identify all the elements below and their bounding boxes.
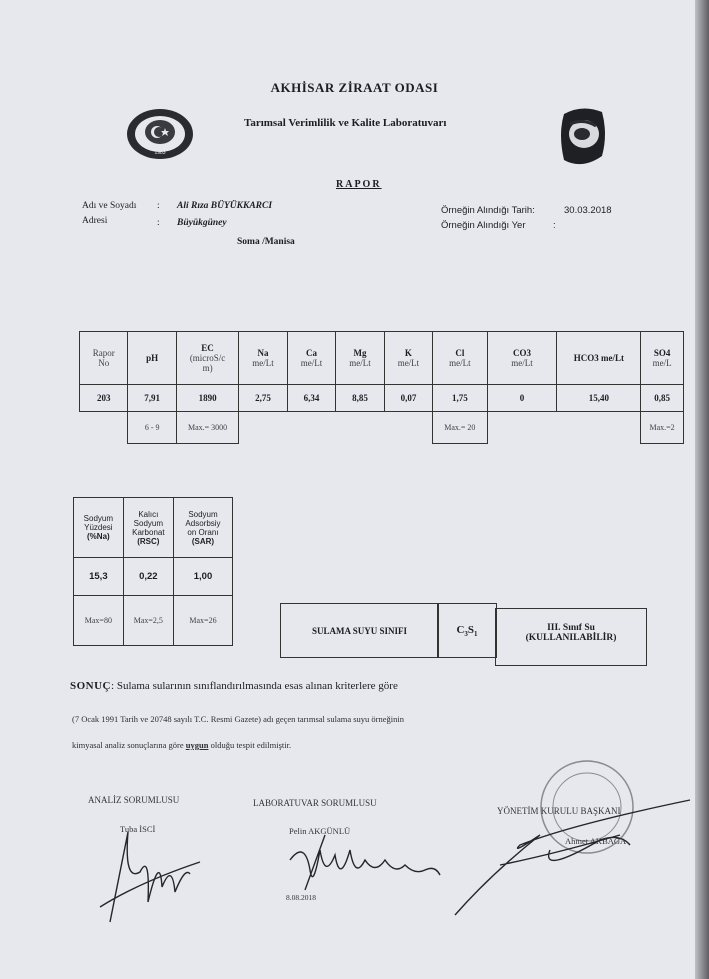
- value-report-no: 203: [80, 385, 128, 412]
- board-chair-signature: [450, 795, 695, 920]
- header-k: K me/Lt: [384, 332, 432, 385]
- irrigation-class-result: III. Sınıf Su (KULLANILABİLİR): [525, 623, 617, 643]
- sample-place-separator: :: [553, 220, 556, 231]
- header-sar: Sodyum Adsorbsiy on Oranı (SAR): [173, 498, 232, 558]
- irrigation-class-label-box: [280, 603, 439, 658]
- header-rsc: Kalıcı Sodyum Karbonat (RSC): [123, 498, 173, 558]
- sodium-indices-table: [73, 497, 233, 646]
- sample-place-label: Örneğin Alındığı Yer: [441, 220, 526, 231]
- value-sar: 1,00: [173, 558, 232, 596]
- value-na: 2,75: [239, 385, 287, 412]
- laboratory-subtitle: Tarımsal Verimlilik ve Kalite Laboratuvarı: [244, 117, 447, 129]
- analysis-signature: [90, 812, 210, 932]
- value-ec: 1890: [176, 385, 238, 412]
- conclusion-line-2: (7 Ocak 1991 Tarih ve 20748 sayılı T.C. Resmi Gazete) adı geçen tarımsal sulama suyu örneğinin: [72, 714, 405, 724]
- report-title: RAPOR: [336, 179, 382, 190]
- results-header-row: [80, 332, 684, 385]
- value-cl: 1,75: [433, 385, 487, 412]
- svg-text:1983: 1983: [154, 150, 166, 156]
- address-separator: :: [157, 218, 160, 228]
- header-ec: EC (microS/c m): [176, 332, 238, 385]
- header-co3: CO3 me/Lt: [487, 332, 557, 385]
- header-ph: pH: [128, 332, 176, 385]
- value-so4: 0,85: [641, 385, 684, 412]
- limit-ph: 6 - 9: [128, 412, 176, 444]
- value-mg: 8,85: [336, 385, 384, 412]
- analysis-results-table: [79, 331, 684, 444]
- sodium-value-row: [74, 558, 233, 596]
- header-so4: SO4 me/L: [641, 332, 684, 385]
- chamber-seal-logo: [125, 107, 195, 161]
- name-separator: :: [157, 201, 160, 211]
- limit-cl: Max.= 20: [433, 412, 487, 444]
- laboratory-logo: [556, 104, 610, 170]
- client-address: Büyükgüney: [177, 218, 227, 228]
- sodium-header-row: [74, 498, 233, 558]
- header-mg: Mg me/Lt: [336, 332, 384, 385]
- name-label: Adı ve Soyadı: [82, 201, 137, 211]
- results-value-row: [80, 385, 684, 412]
- header-na: Na me/Lt: [239, 332, 287, 385]
- irrigation-class-label: SULAMA SUYU SINIFI: [311, 626, 408, 636]
- irrigation-class-code: $C_3S_1$: [456, 624, 478, 639]
- client-name: Ali Rıza BÜYÜKKARCI: [177, 201, 273, 211]
- value-ph: 7,91: [128, 385, 176, 412]
- irrigation-class-code-box: [437, 603, 497, 658]
- lab-signature-date: 8.08.2018: [286, 893, 316, 902]
- conclusion-label: SONUÇ: [70, 680, 112, 692]
- header-report-no: Rapor No: [80, 332, 128, 385]
- sodium-limit-row: [74, 596, 233, 646]
- conclusion-line-3: kimyasal analiz sonuçlarına göre uygun olduğu tespit edilmiştir.: [72, 740, 292, 750]
- value-co3: 0: [487, 385, 557, 412]
- page-edge-shadow: [695, 0, 709, 979]
- header-ca: Ca me/Lt: [287, 332, 335, 385]
- limit-sar: Max=26: [173, 596, 232, 646]
- value-hco3: 15,40: [557, 385, 641, 412]
- limit-ec: Max.= 3000: [176, 412, 238, 444]
- lab-responsible-name: Pelin AKGÜNLÜ: [289, 826, 351, 836]
- organization-title: AKHİSAR ZİRAAT ODASI: [270, 80, 439, 95]
- value-ca: 6,34: [287, 385, 335, 412]
- analysis-responsible-title: ANALİZ SORUMLUSU: [88, 795, 180, 805]
- header-sodium-percent: Sodyum Yüzdesi (%Na): [74, 498, 124, 558]
- value-sodium-percent: 15,3: [74, 558, 124, 596]
- limit-rsc: Max=2,5: [123, 596, 173, 646]
- board-chair-title: YÖNETİM KURULU BAŞKANI: [497, 806, 621, 816]
- conclusion-line-1: SONUÇ: Sulama sularının sınıflandırılmasında esas alınan kriterlere göre: [70, 680, 398, 692]
- sample-date-label: Örneğin Alındığı Tarih:: [441, 205, 535, 216]
- value-k: 0,07: [384, 385, 432, 412]
- lab-signature: [285, 830, 445, 900]
- header-hco3: HCO3 me/Lt: [557, 332, 641, 385]
- value-rsc: 0,22: [123, 558, 173, 596]
- irrigation-class-result-box: [495, 608, 647, 666]
- header-cl: Cl me/Lt: [433, 332, 487, 385]
- lab-responsible-title: LABORATUVAR SORUMLUSU: [253, 798, 377, 808]
- limit-sodium-percent: Max=80: [74, 596, 124, 646]
- client-city: Soma /Manisa: [237, 237, 295, 247]
- sample-date-value: 30.03.2018: [564, 205, 612, 216]
- address-label: Adresi: [82, 216, 108, 226]
- analysis-responsible-name: Tuba İSCİ: [120, 824, 156, 834]
- limit-so4: Max.=2: [641, 412, 684, 444]
- results-limit-row: [80, 412, 684, 444]
- board-chair-name: Ahmet AKBAĞA: [565, 836, 627, 846]
